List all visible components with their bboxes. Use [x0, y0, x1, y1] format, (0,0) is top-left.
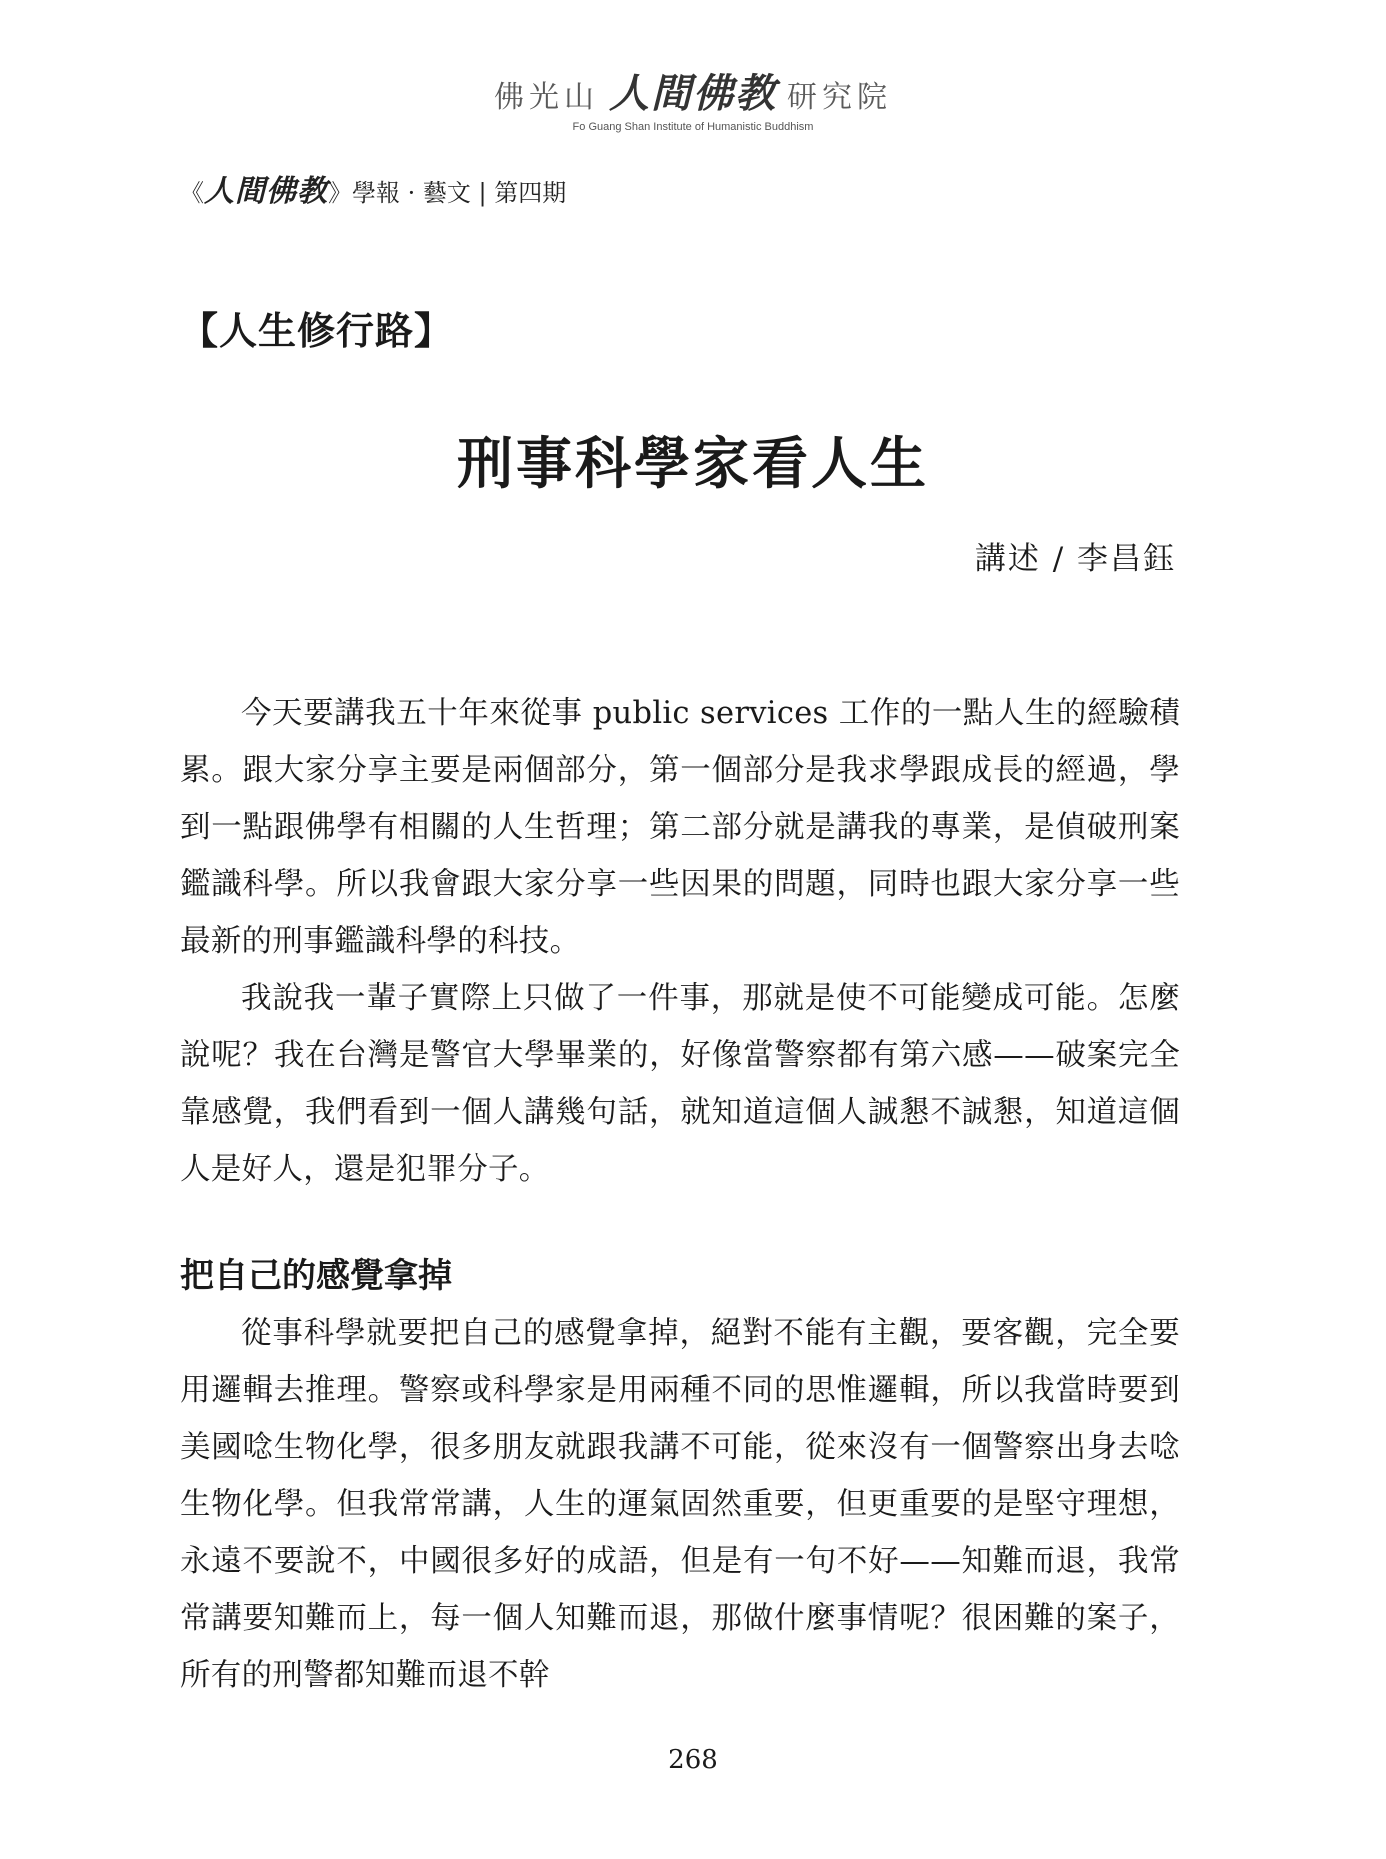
paragraph: 今天要講我五十年來從事 public services 工作的一點人生的經驗積累。跟大家分享主要是兩個部分，第一個部分是我求學跟成長的經過，學到一點跟佛學有相關的人生哲理；第二部分就是講我的專業，是偵破刑案鑑識科學。所以我會跟大家分享一些因果的問題，同時也跟大家分享一些最新的刑事鑑識科學的科技。: [180, 696, 1180, 959]
journal-issue-info: 》學報 · 藝文 | 第四期: [328, 179, 567, 207]
paragraph: 我說我一輩子實際上只做了一件事，那就是使不可能變成可能。怎麼說呢？我在台灣是警官大學畢業的，好像當警察都有第六感——破案完全靠感覺，我們看到一個人講幾句話，就知道這個人誠懇不誠懇，知道這個人是好人，還是犯罪分子。: [180, 981, 1180, 1187]
intro-body: [180, 685, 1180, 1198]
section-body: [180, 1305, 1180, 1704]
section-tag: 【人生修行路】: [180, 309, 454, 353]
journal-running-header: [180, 166, 566, 210]
byline: 講述 / 李昌鈺: [974, 541, 1176, 577]
paragraph: 從事科學就要把自己的感覺拿掉，絕對不能有主觀，要客觀，完全要用邏輯去推理。警察或科學家是用兩種不同的思惟邏輯，所以我當時要到美國唸生物化學，很多朋友就跟我講不可能，從來沒有一個警察出身去唸生物化學。但我常常講，人生的運氣固然重要，但更重要的是堅守理想，永遠不要說不，中國很多好的成語，但是有一句不好——知難而退，我常常講要知難而上，每一個人知難而退，那做什麼事情呢？很困難的案子，所有的刑警都知難而退不幹: [180, 1316, 1180, 1693]
institute-english-name: Fo Guang Shan Institute of Humanistic Buddhism: [572, 121, 814, 133]
institute-header: [0, 62, 1386, 133]
article-title: 刑事科學家看人生: [457, 431, 929, 497]
section-subheading: 把自己的感覺拿掉: [180, 1256, 452, 1296]
institute-name-right: 研究院: [787, 80, 892, 115]
institute-name-left: 佛光山: [494, 80, 599, 115]
journal-open-bracket: 《: [180, 179, 204, 207]
institute-brand-calligraphy: 人間佛教: [609, 70, 777, 117]
journal-brand-calligraphy: 人間佛教: [204, 174, 328, 209]
institute-logo: [494, 62, 892, 119]
page-number: 268: [668, 1745, 718, 1775]
